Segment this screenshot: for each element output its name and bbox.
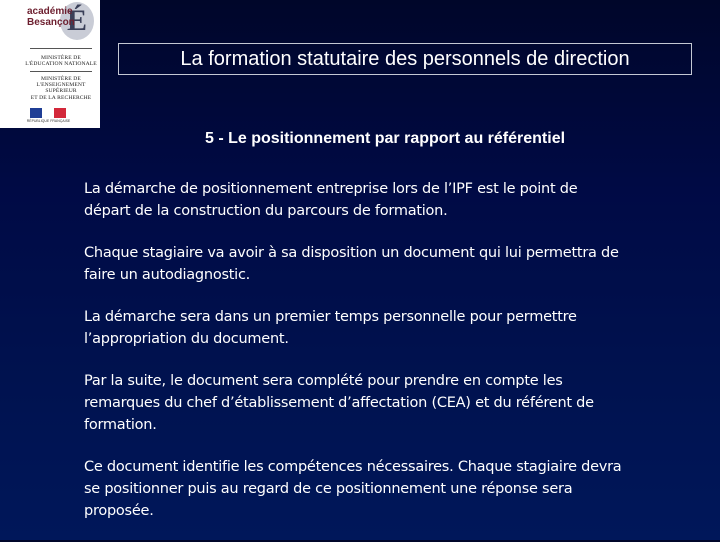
paragraph-line: départ de la construction du parcours de formation. bbox=[84, 203, 448, 219]
paragraph-line: Ce document identifie les compétences nécessaires. Chaque stagiaire devra bbox=[84, 459, 622, 475]
paragraph-line: l’appropriation du document. bbox=[84, 331, 289, 347]
flag-stripe-white bbox=[42, 108, 54, 118]
body-paragraphs bbox=[84, 178, 694, 542]
section-subtitle: 5 - Le positionnement par rapport au référentiel bbox=[204, 130, 566, 147]
logo-ministry-higher-ed bbox=[25, 76, 97, 101]
paragraph bbox=[84, 456, 694, 522]
logo-ministry-line: MINISTÈRE DE bbox=[41, 76, 81, 82]
logo-republique-text: RÉPUBLIQUE FRANÇAISE bbox=[26, 119, 71, 123]
flag-stripe-red bbox=[54, 108, 66, 118]
logo-ministry-line: MINISTÈRE DE bbox=[41, 55, 81, 61]
slide-title: La formation statutaire des personnels de direction bbox=[118, 43, 692, 75]
paragraph-line: proposée. bbox=[84, 503, 154, 519]
flag-stripe-blue bbox=[30, 108, 42, 118]
logo-ministry-line: ET DE LA RECHERCHE bbox=[30, 94, 92, 101]
logo-city-word: Besançon bbox=[27, 17, 75, 28]
paragraph-line: remarques du chef d’établissement d’affectation (CEA) et du référent de bbox=[84, 395, 594, 411]
paragraph bbox=[84, 178, 694, 222]
paragraph-line: faire un autodiagnostic. bbox=[84, 267, 251, 283]
paragraph-line: se positionner puis au regard de ce positionnement une réponse sera bbox=[84, 481, 573, 497]
paragraph bbox=[84, 370, 694, 436]
paragraph-line: Chaque stagiaire va avoir à sa disposition un document qui lui permettra de bbox=[84, 245, 619, 261]
french-flag-icon bbox=[30, 108, 66, 118]
logo-ministry-education bbox=[25, 55, 97, 67]
logo-divider bbox=[30, 48, 92, 49]
logo-academie-word: académie bbox=[27, 6, 73, 17]
paragraph bbox=[84, 242, 694, 286]
logo-divider bbox=[30, 71, 92, 72]
paragraph-line: La démarche sera dans un premier temps personnelle pour permettre bbox=[84, 309, 577, 325]
logo-ministry-line: L'ÉDUCATION NATIONALE bbox=[25, 61, 97, 68]
paragraph bbox=[84, 306, 694, 350]
academie-logo bbox=[0, 0, 100, 128]
logo-academie-name bbox=[27, 6, 87, 28]
logo-e-icon: É bbox=[60, 2, 94, 40]
paragraph-line: formation. bbox=[84, 417, 157, 433]
paragraph-line: Par la suite, le document sera complété pour prendre en compte les bbox=[84, 373, 563, 389]
logo-ministry-line: L'ENSEIGNEMENT SUPÉRIEUR bbox=[36, 82, 86, 95]
paragraph-line: La démarche de positionnement entreprise lors de l’IPF est le point de bbox=[84, 181, 578, 197]
